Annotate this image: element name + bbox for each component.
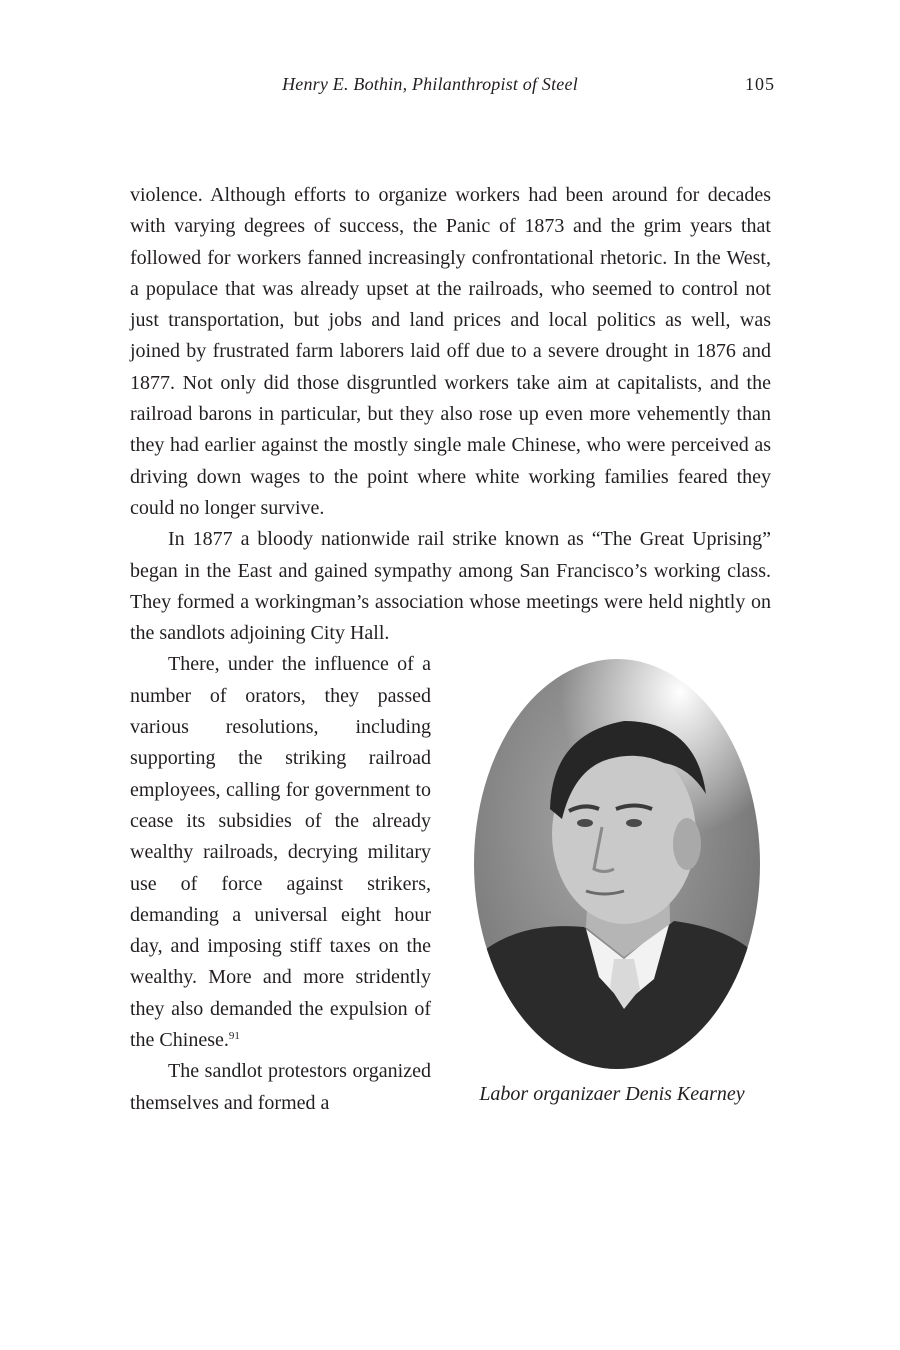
figure-caption: Labor organizaer Denis Kearney	[479, 1083, 745, 1106]
paragraph-4: The sandlot protestors organized themselves and formed a	[130, 1060, 431, 1114]
page-number: 105	[745, 74, 775, 94]
running-header	[130, 74, 775, 104]
portrait-illustration	[474, 659, 760, 1069]
footnote-marker: 91	[228, 1030, 240, 1043]
portrait-photo	[474, 659, 760, 1069]
running-title: Henry E. Bothin, Philanthropist of Steel	[282, 74, 578, 94]
paragraph-3-text: There, under the influence of a number of orators, they passed various resolutions, including supporting the striking railroad employees, calling for government to cease its subsidies of the already wealthy railroads, decrying military use of force against strikers, demanding a universal eight hour day, and imposing stiff taxes on the wealthy. More and more stridently they also demanded the expulsion of the Chinese.	[130, 653, 431, 1052]
body-text	[130, 180, 771, 1119]
paragraph-2: In 1877 a bloody nationwide rail strike known as “The Great Uprising” began in the East and gained sympathy among San Francisco’s working class. They formed a workingman’s association whose meetings were held nightly on the sandlots adjoining City Hall.	[130, 528, 771, 645]
paragraph-1: violence. Although efforts to organize workers had been around for decades with varying degrees of success, the Panic of 1873 and the grim years that followed for workers fanned increasingly confrontational rhetoric. In the West, a populace that was already upset at the railroads, who seemed to control not just transportation, but jobs and land prices and local politics as well, was joined by frustrated farm laborers laid off due to a severe drought in 1876 and 1877. Not only did those disgruntled workers take aim at capitalists, and the railroad barons in particular, but they also rose up even more vehemently than they had earlier against the mostly single male Chinese, who were perceived as driving down wages to the point where white working families feared they could no longer survive.	[130, 184, 771, 519]
portrait-figure	[441, 659, 771, 1107]
